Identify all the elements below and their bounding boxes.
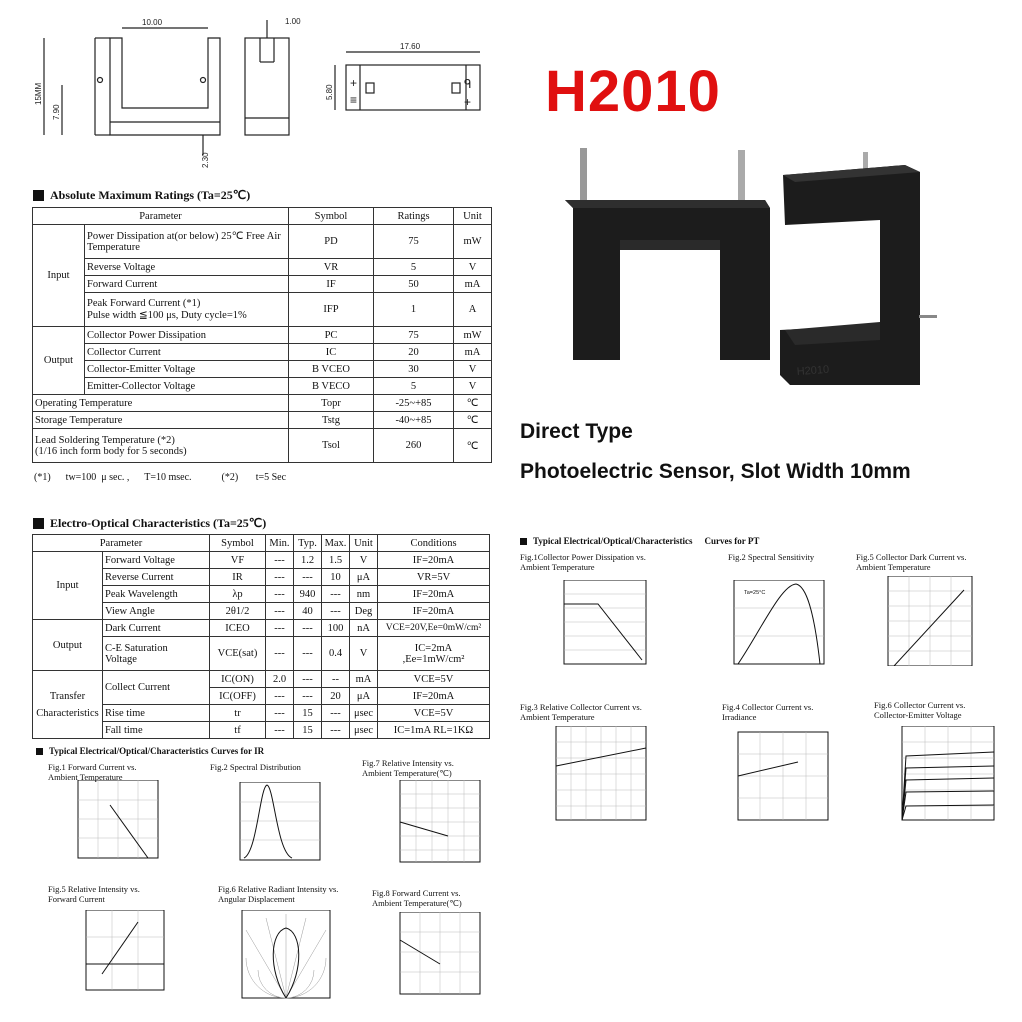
table-cell: VF [210,552,266,569]
pt-fig4-title: Fig.4 Collector Current vs. Irradiance [722,702,814,723]
pt-fig1-title: Fig.1Collector Power Dissipation vs. Ambient Temperature [520,552,646,573]
abs-max-table [32,207,492,463]
table-cell: Max. [322,535,350,552]
ir-fig1-title: Fig.1 Forward Current vs. Ambient Temperature [48,762,137,783]
table-cell: Min. [266,535,294,552]
table-cell: --- [294,688,322,705]
table-cell: V [350,552,378,569]
ir-fig2-title: Fig.2 Spectral Distribution [210,762,301,772]
dim-height-total: 15MM [34,82,43,105]
table-cell: Conditions [378,535,490,552]
table-cell: 10 [322,569,350,586]
header-parameter: Parameter [33,208,289,225]
table-cell: V [454,259,492,276]
product-model-title: H2010 [545,59,721,124]
svg-text:ᑫ: ᑫ [464,77,472,91]
table-cell: Input [33,225,85,327]
table-cell: View Angle [103,603,210,620]
table-cell: Operating Temperature [33,395,289,412]
table-cell: --- [322,603,350,620]
pt-fig3-plot [548,726,652,826]
table-cell: -25~+85 [374,395,454,412]
table-cell: Lead Soldering Temperature (*2) (1/16 inch form body for 5 seconds) [33,429,289,463]
svg-text:≡: ≡ [350,93,358,107]
table-cell: --- [322,705,350,722]
subtitle-type: Direct Type [520,420,633,443]
ir-curves-title: Typical Electrical/Optical/Characteristics Curves for IR [36,746,264,756]
ir-fig8-title: Fig.8 Forward Current vs. Ambient Temperature(℃) [372,888,462,909]
pt-fig4-plot [730,726,834,826]
pt-fig3-title: Fig.3 Relative Collector Current vs. Ambient Temperature [520,702,642,723]
ir-fig1-plot [70,780,170,870]
svg-text:Ta=25°C: Ta=25°C [744,590,766,596]
table-cell: 20 [374,344,454,361]
table-cell: Unit [350,535,378,552]
pt-fig6-plot [888,726,998,826]
ir-fig2-plot [232,782,332,872]
eo-table [32,534,490,739]
pt-fig5-title: Fig.5 Collector Dark Current vs. Ambient Temperature [856,552,967,573]
table-cell: μA [350,569,378,586]
table-cell: 75 [374,225,454,259]
table-cell: --- [266,620,294,637]
table-cell: Input [33,552,103,620]
table-cell: nm [350,586,378,603]
table-cell: IC=1mA RL=1KΩ [378,722,490,739]
table-cell: ICEO [210,620,266,637]
svg-text:+: + [350,76,358,90]
table-cell: B VCEO [289,361,374,378]
table-cell: 20 [322,688,350,705]
table-cell: IF=20mA [378,552,490,569]
table-cell: 15 [294,705,322,722]
product-photo [545,140,955,400]
bullet-square-icon [33,518,44,529]
table-cell: Reverse Current [103,569,210,586]
abs-max-title: Absolute Maximum Ratings (Ta=25℃) [33,188,250,203]
pt-fig5-plot [880,576,980,666]
table-cell: Fall time [103,722,210,739]
table-cell: IC=2mA ,Ee=1mW/cm² [378,637,490,671]
table-cell: Typ. [294,535,322,552]
dim-height-side: 5.80 [325,84,334,100]
table-cell: V [350,637,378,671]
table-cell: --- [266,603,294,620]
table-cell: V [454,378,492,395]
table-cell: Parameter [33,535,210,552]
table-cell: VR=5V [378,569,490,586]
table-cell: IC(OFF) [210,688,266,705]
table-cell: 5 [374,378,454,395]
table-cell: μsec [350,722,378,739]
table-cell: ℃ [454,429,492,463]
table-cell: nA [350,620,378,637]
table-cell: ℃ [454,412,492,429]
table-cell: mW [454,225,492,259]
table-cell: IC [289,344,374,361]
table-cell: 50 [374,276,454,293]
table-cell: mA [454,276,492,293]
dim-height-lower: 7.90 [52,104,61,120]
table-cell: Collector Current [85,344,289,361]
ir-fig7-plot [392,780,492,870]
table-cell: --- [266,569,294,586]
table-cell: IF=20mA [378,586,490,603]
dim-pin-len: 2.30 [201,152,210,168]
pt-fig1-plot [556,580,656,670]
table-cell: Tsol [289,429,374,463]
bullet-square-icon [36,748,43,755]
table-cell: tf [210,722,266,739]
table-cell: tr [210,705,266,722]
table-cell: 2.0 [266,671,294,688]
table-cell: IF=20mA [378,603,490,620]
table-cell: λp [210,586,266,603]
table-cell: --- [266,637,294,671]
table-cell: Forward Voltage [103,552,210,569]
table-cell: mA [350,671,378,688]
table-cell: IF [289,276,374,293]
table-cell: --- [266,586,294,603]
ir-fig7-title: Fig.7 Relative Intensity vs. Ambient Temperature(℃) [362,758,454,779]
table-cell: C-E Saturation Voltage [103,637,210,671]
table-cell: Deg [350,603,378,620]
table-cell: 2θ1/2 [210,603,266,620]
table-cell: Collector Power Dissipation [85,327,289,344]
table-cell: 1.2 [294,552,322,569]
table-cell: 940 [294,586,322,603]
table-cell: --- [322,586,350,603]
table-cell: IR [210,569,266,586]
table-cell: Output [33,327,85,395]
table-cell: --- [294,637,322,671]
table-cell: Peak Forward Current (*1) Pulse width ≦100 μs, Duty cycle=1% [85,293,289,327]
table-cell: --- [266,722,294,739]
table-cell: Symbol [289,208,374,225]
table-cell: Output [33,620,103,671]
table-cell: Topr [289,395,374,412]
table-cell: Reverse Voltage [85,259,289,276]
ir-fig5-plot [78,910,178,1000]
pt-fig2-title: Fig.2 Spectral Sensitivity [728,552,815,562]
table-cell: VCE(sat) [210,637,266,671]
table-cell: Collector-Emitter Voltage [85,361,289,378]
table-cell: 0.4 [322,637,350,671]
table-cell: 100 [322,620,350,637]
table-cell: --- [322,722,350,739]
subtitle-description: Photoelectric Sensor, Slot Width 10mm [520,460,911,483]
table-cell: IC(ON) [210,671,266,688]
table-cell: PC [289,327,374,344]
table-cell: IFP [289,293,374,327]
table-cell: Forward Current [85,276,289,293]
table-cell: VCE=5V [378,705,490,722]
table-cell: 260 [374,429,454,463]
table-cell: 75 [374,327,454,344]
bullet-square-icon [520,538,527,545]
table-cell: --- [294,620,322,637]
table-cell: 1.5 [322,552,350,569]
table-cell: Transfer Characteristics [33,671,103,739]
table-cell: μsec [350,705,378,722]
table-cell: --- [294,671,322,688]
table-cell: --- [266,552,294,569]
table-cell: Peak Wavelength [103,586,210,603]
bullet-square-icon [33,190,44,201]
table-cell: Collect Current [103,671,210,705]
ir-fig6-plot [238,910,338,1005]
table-cell: Dark Current [103,620,210,637]
table-cell: mA [454,344,492,361]
table-cell: VR [289,259,374,276]
pt-fig6-title: Fig.6 Collector Current vs. Collector-Emitter Voltage [874,700,966,721]
table-cell: 30 [374,361,454,378]
ir-fig6-title: Fig.6 Relative Radiant Intensity vs. Angular Displacement [218,884,339,905]
table-cell: VCE=5V [378,671,490,688]
dimension-drawing [30,10,500,170]
svg-text:H2010: H2010 [796,363,830,378]
ir-fig5-title: Fig.5 Relative Intensity vs. Forward Current [48,884,140,905]
ir-fig8-plot [392,912,492,1002]
table-cell: --- [266,688,294,705]
table-cell: 40 [294,603,322,620]
table-cell: IF=20mA [378,688,490,705]
table-cell: Unit [454,208,492,225]
table-cell: VCE=20V,Ee=0mW/cm² [378,620,490,637]
table-cell: A [454,293,492,327]
eo-title: Electro-Optical Characteristics (Ta=25℃) [33,516,266,531]
table-cell: 15 [294,722,322,739]
table-cell: μA [350,688,378,705]
table-cell: 5 [374,259,454,276]
table-cell: ℃ [454,395,492,412]
table-cell: Emitter-Collector Voltage [85,378,289,395]
table-cell: Symbol [210,535,266,552]
table-cell: Power Dissipation at(or below) 25℃ Free Air Temperature [85,225,289,259]
dim-slot-wall: 1.00 [285,17,301,26]
table-cell: Tstg [289,412,374,429]
table-cell: --- [266,705,294,722]
svg-text:+: + [464,95,472,109]
dim-overall-length: 17.60 [400,42,421,51]
table-cell: Storage Temperature [33,412,289,429]
table-cell: --- [294,569,322,586]
table-cell: 1 [374,293,454,327]
table-cell: Rise time [103,705,210,722]
abs-max-footnote: (*1) tw=100 μ sec. , T=10 msec. (*2) t=5 Sec [34,472,287,483]
table-cell: B VECO [289,378,374,395]
pt-curves-title: Typical Electrical/Optical/Characteristics Curves for PT [520,536,759,546]
table-cell: mW [454,327,492,344]
table-cell: -40~+85 [374,412,454,429]
dim-width-top: 10.00 [142,18,163,27]
table-cell: -- [322,671,350,688]
pt-fig2-plot [726,580,836,670]
table-cell: V [454,361,492,378]
table-cell: PD [289,225,374,259]
table-cell: Ratings [374,208,454,225]
